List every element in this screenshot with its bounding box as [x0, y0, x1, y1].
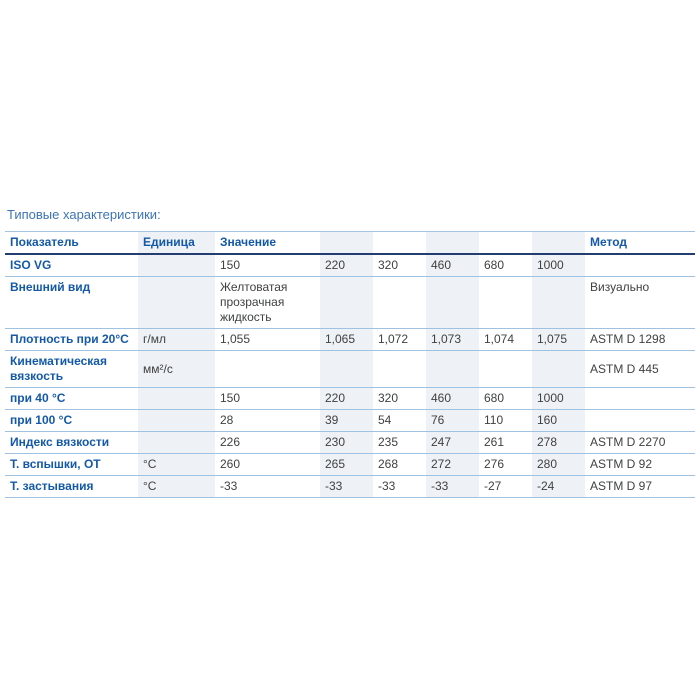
method-cell: ASTM D 445: [590, 361, 659, 376]
value-cell: [479, 351, 532, 388]
row-label-cell: Индекс вязкости: [10, 435, 110, 449]
value-cell: -33: [426, 476, 479, 498]
method-cell: [585, 388, 695, 410]
value-cell: 247: [426, 432, 479, 454]
value-cell: 160: [532, 410, 585, 432]
table-row-viscosity-index: [5, 432, 695, 454]
value-cell: 320: [378, 258, 399, 272]
section-title: Типовые характеристики:: [7, 207, 161, 222]
value-cell: 1,075: [532, 329, 585, 351]
value-cell: 460: [426, 254, 479, 277]
unit-cell: [138, 388, 215, 410]
value-cell: [373, 277, 426, 329]
value-cell: 1,072: [378, 332, 409, 346]
col-header-method: Метод: [585, 232, 695, 255]
row-label-cell: ISO VG: [10, 258, 52, 272]
value-cell: [215, 351, 320, 388]
col-header-unit: Единица: [138, 232, 215, 255]
unit-cell: [138, 277, 215, 329]
row-label-cell: Т. вспышки, ОТ: [10, 457, 101, 471]
value-cell: -27: [484, 479, 502, 493]
table-row-flash-point: [5, 454, 695, 476]
value-cell: 150: [220, 258, 241, 272]
unit-cell: °C: [138, 454, 215, 476]
value-cell: -33: [320, 476, 373, 498]
value-cell: 280: [532, 454, 585, 476]
value-cell: 268: [378, 457, 399, 471]
row-label-cell: Т. застывания: [10, 479, 94, 493]
value-cell: 1000: [532, 254, 585, 277]
value-cell: [426, 277, 479, 329]
table-row-appearance: [5, 277, 695, 329]
col-header-empty: [320, 232, 373, 255]
row-label-cell: Внешний вид: [10, 280, 91, 294]
value-cell: 230: [320, 432, 373, 454]
value-cell: -24: [532, 476, 585, 498]
value-cell: 220: [320, 388, 373, 410]
col-header-indicator: Показатель: [5, 232, 138, 255]
col-header-empty: [426, 232, 479, 255]
unit-cell: мм²/с: [138, 351, 215, 388]
value-cell: 260: [220, 457, 241, 471]
row-label-cell: при 40 °C: [10, 391, 66, 405]
value-cell: 272: [426, 454, 479, 476]
method-cell: ASTM D 1298: [590, 332, 666, 346]
value-cell: 460: [426, 388, 479, 410]
value-cell: 76: [426, 410, 479, 432]
value-cell: 320: [378, 391, 399, 405]
unit-cell: [138, 410, 215, 432]
unit-cell: [138, 254, 215, 277]
value-cell: 235: [378, 435, 399, 449]
characteristics-table: [5, 231, 695, 498]
table-row-viscosity-100: [5, 410, 695, 432]
method-cell: ASTM D 92: [590, 457, 653, 471]
method-cell: [585, 410, 695, 432]
table-row-kinematic-viscosity: [5, 351, 695, 388]
row-label-cell: Плотность при 20°С: [10, 332, 129, 346]
col-header-empty: [532, 232, 585, 255]
value-cell: -33: [378, 479, 396, 493]
value-cell: -33: [220, 479, 238, 493]
value-cell: [320, 351, 373, 388]
unit-cell: [138, 432, 215, 454]
table-row-pour-point: [5, 476, 695, 498]
value-cell: [373, 351, 426, 388]
value-cell: Желтоватая прозрачная жидкость: [220, 280, 288, 324]
value-cell: 265: [320, 454, 373, 476]
value-cell: [532, 351, 585, 388]
row-label-cell: при 100 °C: [10, 413, 73, 427]
value-cell: 28: [220, 413, 234, 427]
table-row-iso-vg: [5, 254, 695, 277]
value-cell: 261: [484, 435, 505, 449]
table-row-viscosity-40: [5, 388, 695, 410]
value-cell: [479, 277, 532, 329]
value-cell: 276: [484, 457, 505, 471]
method-cell: Визуально: [590, 280, 650, 294]
value-cell: 226: [220, 435, 241, 449]
col-header-empty: [479, 232, 532, 255]
value-cell: [426, 351, 479, 388]
value-cell: 1000: [532, 388, 585, 410]
unit-cell: °C: [138, 476, 215, 498]
value-cell: 680: [484, 258, 505, 272]
value-cell: [320, 277, 373, 329]
table-row-density: [5, 329, 695, 351]
value-cell: 1,065: [320, 329, 373, 351]
row-label-cell: Кинематическая вязкость: [10, 354, 107, 383]
value-cell: 1,055: [220, 332, 251, 346]
method-cell: [585, 254, 695, 277]
table-header-row: [5, 232, 695, 255]
value-cell: 220: [320, 254, 373, 277]
col-header-empty: [373, 232, 426, 255]
value-cell: 680: [484, 391, 505, 405]
value-cell: [532, 277, 585, 329]
value-cell: 1,073: [426, 329, 479, 351]
value-cell: 39: [320, 410, 373, 432]
method-cell: ASTM D 2270: [590, 435, 666, 449]
datasheet-page: [5, 207, 695, 498]
value-cell: 110: [484, 413, 504, 427]
value-cell: 278: [532, 432, 585, 454]
value-cell: 54: [378, 413, 392, 427]
value-cell: 150: [220, 391, 241, 405]
method-cell: ASTM D 97: [590, 479, 653, 493]
unit-cell: г/мл: [138, 329, 215, 351]
value-cell: 1,074: [484, 332, 515, 346]
col-header-value: Значение: [215, 232, 320, 255]
